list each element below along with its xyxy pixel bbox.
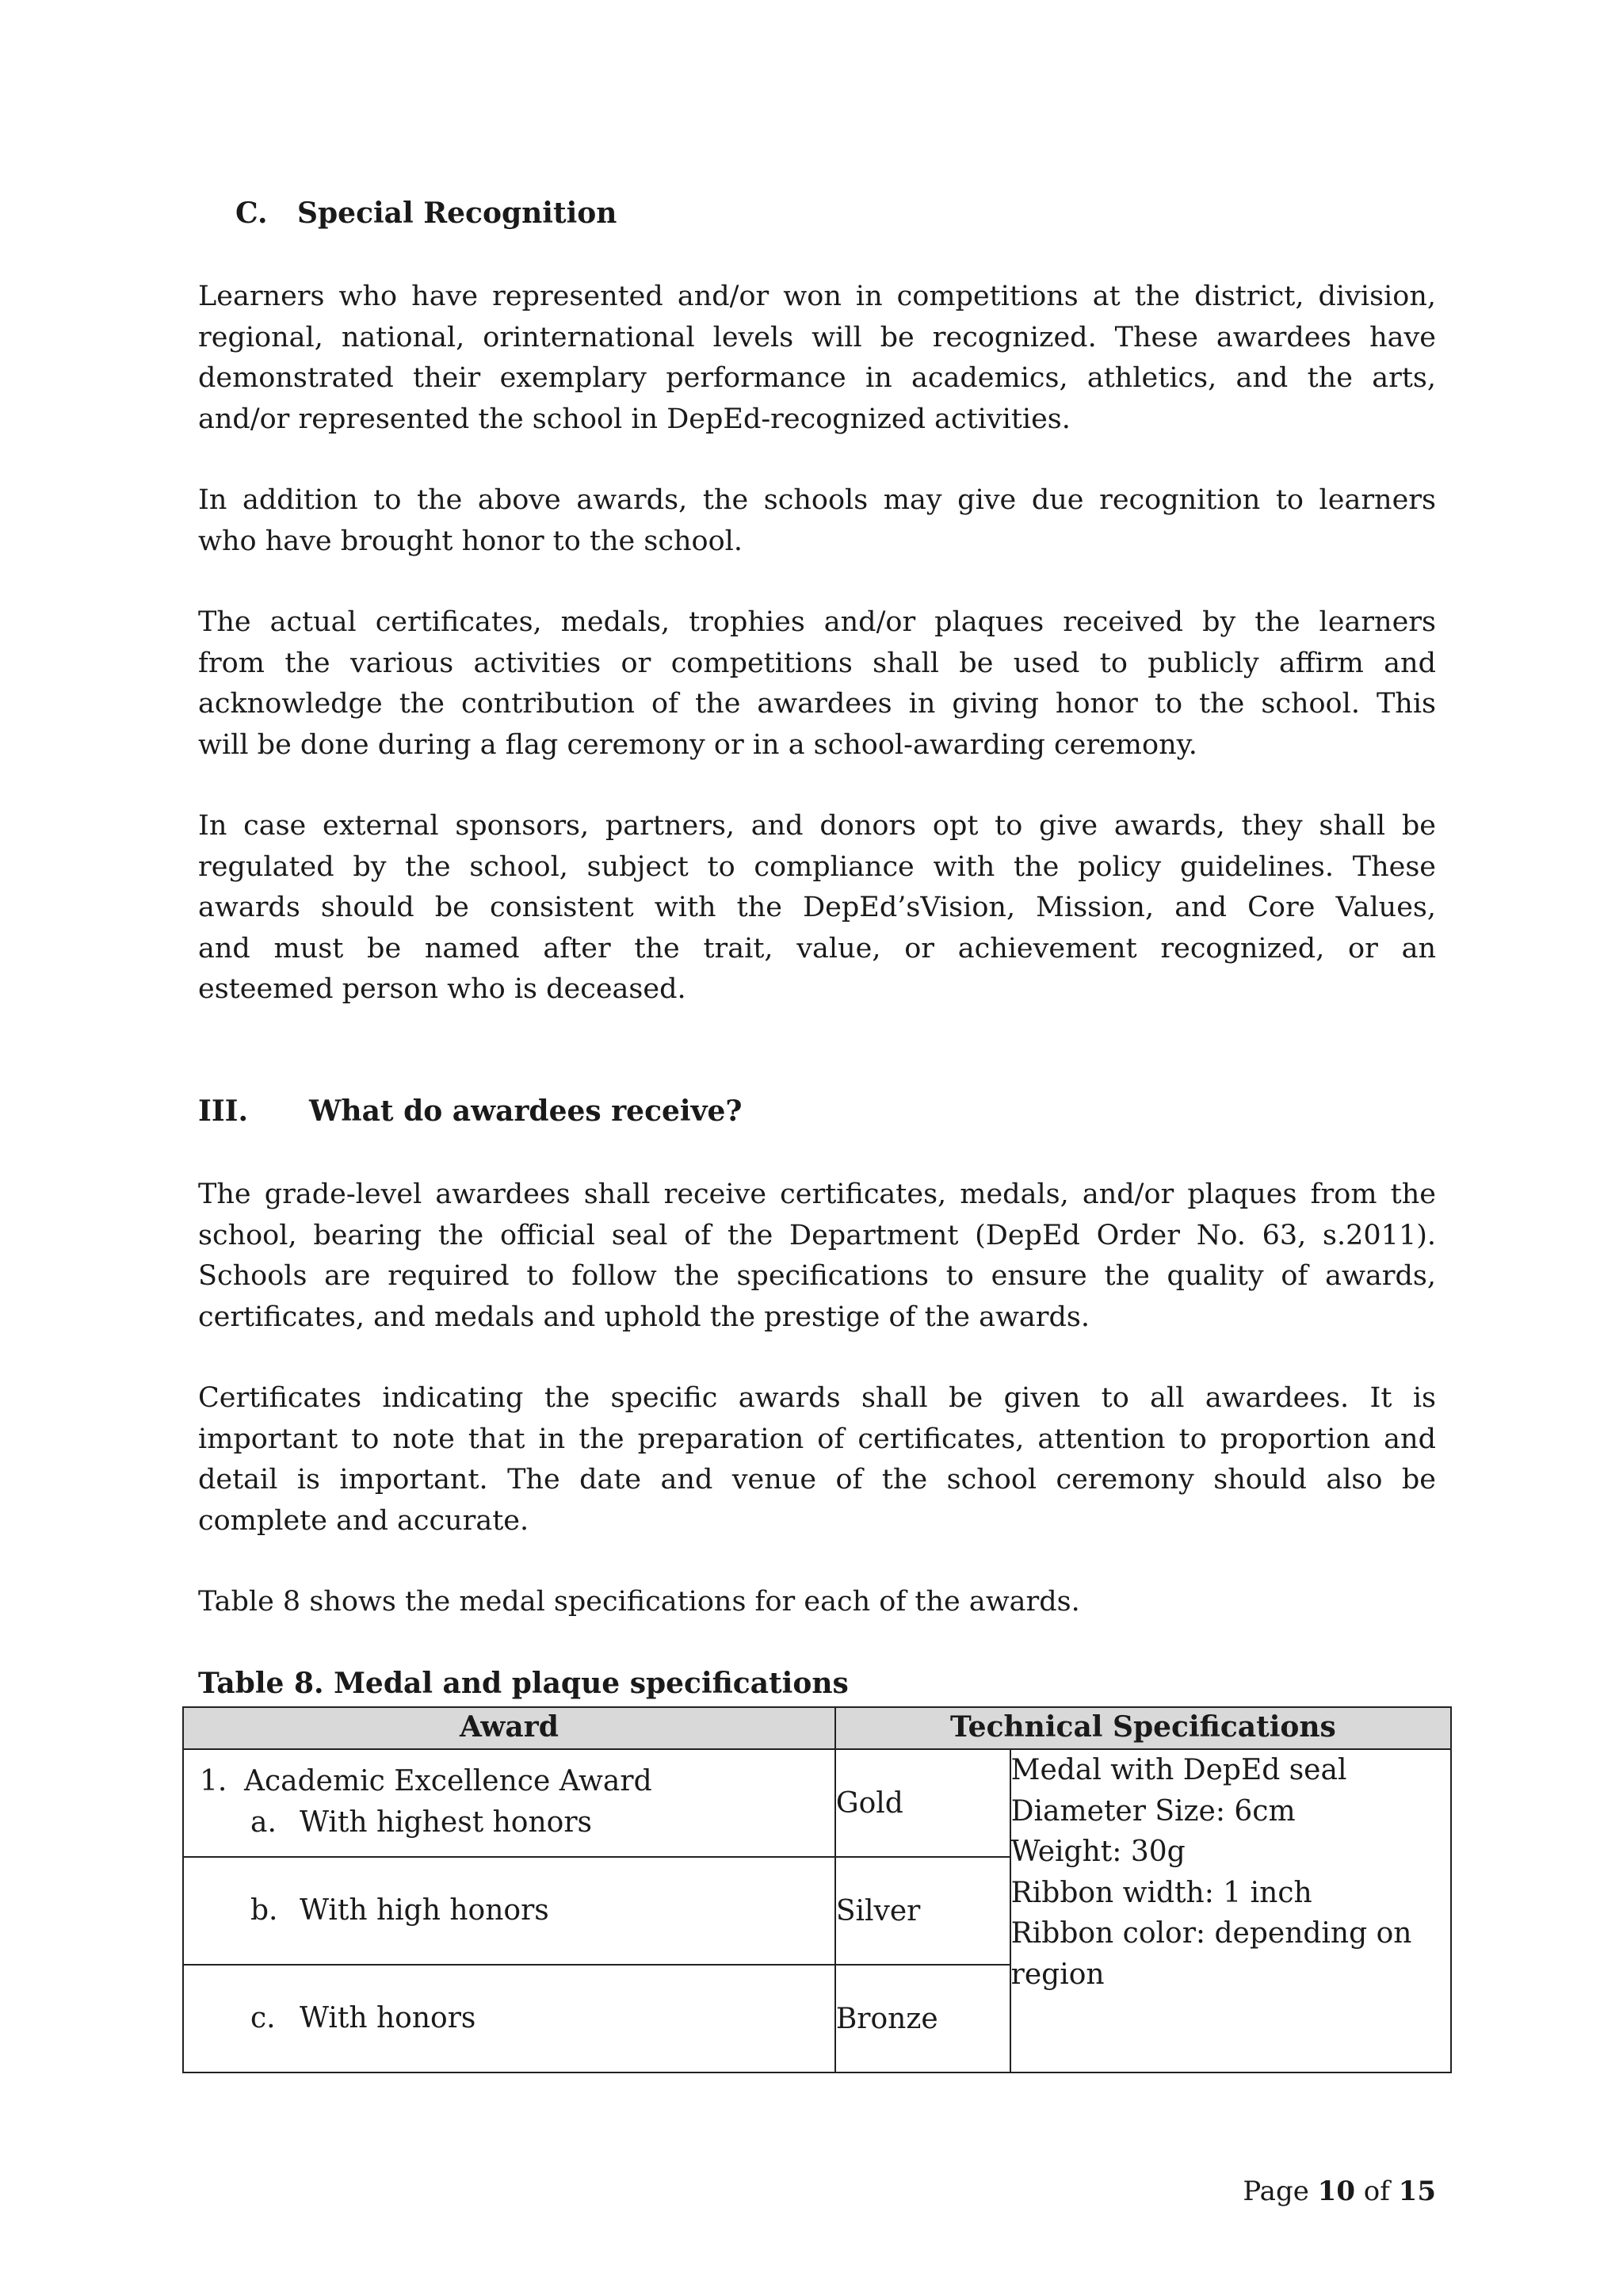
text-line: Schools are required to follow the specifications to ensure the quality of awards, bbox=[198, 1260, 1436, 1292]
text-line: awards should be consistent with the DepEd’sVision, Mission, and Core Values, bbox=[198, 892, 1436, 923]
spec-line: region bbox=[1010, 1958, 1105, 1991]
current-page: 10 bbox=[1317, 2176, 1355, 2207]
text-line: and/or represented the school in DepEd-recognized activities. bbox=[198, 403, 1071, 435]
text-line: esteemed person who is deceased. bbox=[198, 973, 686, 1005]
text-line: important to note that in the preparation of certificates, attention to proportion and bbox=[198, 1423, 1436, 1455]
specs-cell bbox=[1010, 1749, 1451, 2073]
paragraph-c-4 bbox=[198, 806, 1436, 1010]
list-letter: a. bbox=[250, 1806, 277, 1839]
text-line: demonstrated their exemplary performance in academics, athletics, and the arts, bbox=[198, 362, 1436, 394]
award-label: Academic Excellence Award bbox=[244, 1765, 652, 1797]
section-iii-heading bbox=[198, 1095, 743, 1128]
text-line: school, bearing the official seal of the Department (DepEd Order No. 63, s.2011). bbox=[198, 1219, 1436, 1251]
text-line: detail is important. The date and venue of the school ceremony should also be bbox=[198, 1464, 1436, 1496]
award-cell bbox=[183, 1749, 835, 1857]
text-line: from the various activities or competitions shall be used to publicly affirm and bbox=[198, 647, 1436, 679]
spec-line: Ribbon width: 1 inch bbox=[1010, 1876, 1312, 1909]
paragraph-iii-2 bbox=[198, 1378, 1436, 1541]
page-number bbox=[1243, 2176, 1436, 2207]
total-pages: 15 bbox=[1398, 2176, 1436, 2207]
section-c-heading bbox=[235, 197, 617, 230]
main-award-item bbox=[184, 1750, 834, 1802]
metal-cell: Gold bbox=[835, 1749, 1010, 1857]
text-line: In case external sponsors, partners, and donors opt to give awards, they shall be bbox=[198, 810, 1436, 842]
award-cell bbox=[183, 1857, 835, 1965]
award-cell bbox=[183, 1965, 835, 2073]
spec-line: Weight: 30g bbox=[1010, 1836, 1186, 1868]
text-line: Certificates indicating the specific awards shall be given to all awardees. It is bbox=[198, 1382, 1436, 1414]
text-line: certificates, and medals and uphold the prestige of the awards. bbox=[198, 1301, 1090, 1333]
text-line: regulated by the school, subject to compliance with the policy guidelines. These bbox=[198, 850, 1436, 883]
section-c-label: C. bbox=[235, 197, 268, 230]
award-label: With high honors bbox=[300, 1894, 549, 1927]
table-caption: Table 8. Medal and plaque specifications bbox=[198, 1667, 849, 1700]
text-line: will be done during a flag ceremony or in a school-awarding ceremony. bbox=[198, 728, 1197, 761]
spec-line: Medal with DepEd seal bbox=[1010, 1754, 1347, 1786]
text-line: Learners who have represented and/or won in competitions at the district, division, bbox=[198, 281, 1436, 312]
text-line: who have brought honor to the school. bbox=[198, 525, 743, 557]
paragraph-iii-1 bbox=[198, 1175, 1436, 1338]
text-line: Table 8 shows the medal specifications for each of the awards. bbox=[198, 1586, 1080, 1618]
spec-line: Ribbon color: depending on bbox=[1010, 1917, 1412, 1950]
spec-line: Diameter Size: 6cm bbox=[1010, 1794, 1296, 1828]
metal-cell: Silver bbox=[835, 1857, 1010, 1965]
section-c-title: Special Recognition bbox=[297, 197, 617, 230]
section-iii-title: What do awardees receive? bbox=[309, 1095, 743, 1128]
metal-cell: Bronze bbox=[835, 1965, 1010, 2073]
text-line: The actual certificates, medals, trophies and/or plaques received by the learners bbox=[198, 606, 1436, 638]
list-letter: c. bbox=[250, 2002, 276, 2034]
paragraph-c-3 bbox=[198, 602, 1436, 766]
text-line: acknowledge the contribution of the awardees in giving honor to the school. This bbox=[198, 688, 1436, 720]
sub-award-item bbox=[184, 1998, 834, 2039]
paragraph-iii-3 bbox=[198, 1582, 1436, 1623]
text-line: regional, national, orinternational levels will be recognized. These awardees have bbox=[198, 321, 1436, 353]
text-line: complete and accurate. bbox=[198, 1504, 529, 1537]
page-of: of bbox=[1363, 2176, 1390, 2207]
text-line: The grade-level awardees shall receive certificates, medals, and/or plaques from the bbox=[198, 1179, 1436, 1210]
text-line: In addition to the above awards, the schools may give due recognition to learners bbox=[198, 484, 1436, 516]
paragraph-c-1 bbox=[198, 277, 1436, 440]
sub-award-item bbox=[184, 1890, 834, 1931]
award-label: With highest honors bbox=[300, 1806, 592, 1839]
section-iii-label: III. bbox=[198, 1095, 249, 1128]
list-letter: b. bbox=[250, 1894, 278, 1927]
table-header-row bbox=[183, 1707, 1451, 1749]
list-number: 1. bbox=[200, 1765, 227, 1797]
sub-award-item bbox=[184, 1802, 834, 1843]
header-technical-specifications: Technical Specifications bbox=[835, 1707, 1451, 1749]
medal-spec-table bbox=[182, 1706, 1452, 2073]
header-award: Award bbox=[183, 1707, 835, 1749]
table-row bbox=[183, 1749, 1451, 1857]
paragraph-c-2 bbox=[198, 480, 1436, 562]
text-line: and must be named after the trait, value, or achievement recognized, or an bbox=[198, 932, 1436, 965]
page-prefix: Page bbox=[1243, 2176, 1309, 2207]
award-label: With honors bbox=[300, 2002, 476, 2034]
